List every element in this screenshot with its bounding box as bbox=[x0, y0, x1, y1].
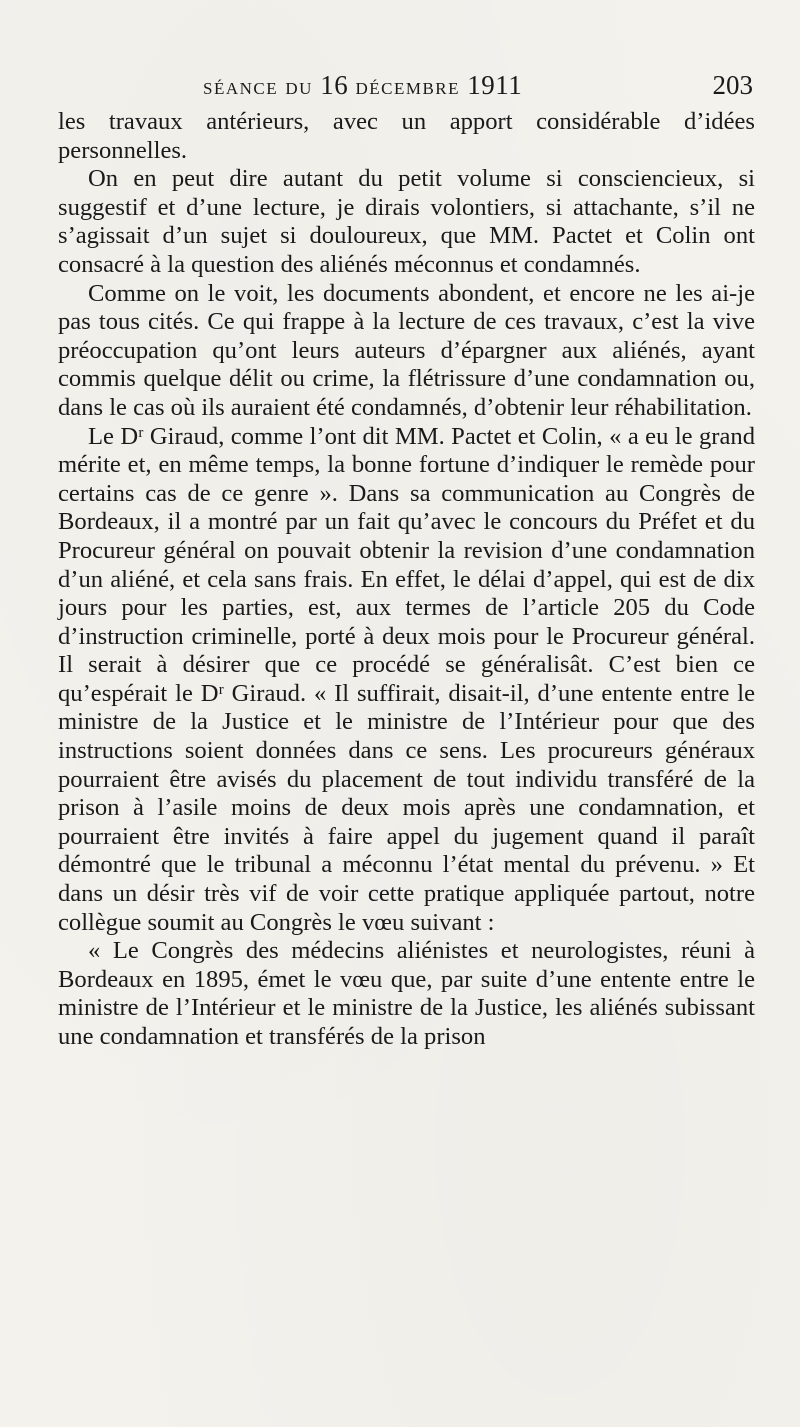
running-title bbox=[203, 70, 522, 101]
paragraph: Le Dʳ Giraud, comme l’ont dit MM. Pactet et Colin, « a eu le grand mérite et, en même temps, la bonne fortune d’indiquer le remède pour certains cas de ce genre ». Dans sa communication au Congrès de Bordeaux, il a montré par un fait qu’avec le concours du Préfet et du Procureur général on pouvait obtenir la revision d’une condamnation d’un aliéné, et cela sans frais. En effet, le délai d’appel, qui est de dix jours pour les parties, est, aux termes de l’article 205 du Code d’instruction criminelle, porté à deux mois pour le Procureur général. Il serait à désirer que ce procédé se généralisât. C’est bien ce qu’espérait le Dʳ Giraud. « Il suffirait, disait-il, d’une entente entre le ministre de la Justice et le ministre de l’Intérieur pour que des instructions soient données dans ce sens. Les procureurs généraux pourraient être avisés du placement de tout individu transféré de la prison à l’asile moins de deux mois après une condamnation, et pourraient être invités à faire appel du jugement quand il paraît démontré que le tribunal a méconnu l’état mental du prévenu. » Et dans un désir très vif de voir cette pratique appliquée partout, notre collègue soumit au Congrès le vœu suivant : bbox=[58, 422, 755, 936]
paragraph: On en peut dire autant du petit volume si consciencieux, si suggestif et d’une lecture, je dirais volontiers, si attachante, s’il ne s’agissait d’un sujet si douloureux, que MM. Pactet et Colin ont consacré à la question des aliénés méconnus et condamnés. bbox=[58, 165, 755, 278]
running-title-month: DÉCEMBRE bbox=[355, 79, 460, 98]
running-header bbox=[58, 70, 755, 106]
running-title-seance: SÉANCE bbox=[203, 79, 279, 98]
running-title-day: 16 bbox=[320, 70, 349, 100]
running-title-du: DU bbox=[285, 79, 313, 98]
paragraph: les travaux antérieurs, avec un apport considérable d’idées personnelles. bbox=[58, 108, 755, 164]
paragraph: « Le Congrès des médecins aliénistes et neurologistes, réuni à Bordeaux en 1895, émet le vœu que, par suite d’une entente entre le ministre de l’Intérieur et le ministre de la Justice, les aliénés subissant une condamnation et transférés de la prison bbox=[58, 937, 755, 1050]
body-text bbox=[58, 108, 755, 1052]
page-number: 203 bbox=[712, 70, 753, 100]
paragraph: Comme on le voit, les documents abondent, et encore ne les ai-je pas tous cités. Ce qui frappe à la lecture de ces travaux, c’est la vive préoccupation qu’ont leurs auteurs d’épargner aux aliénés, ayant commis quelque délit ou crime, la flétrissure d’une condamnation ou, dans le cas où ils auraient été condamnés, d’obtenir leur réhabilitation. bbox=[58, 279, 755, 421]
running-title-year: 1911 bbox=[467, 70, 523, 100]
